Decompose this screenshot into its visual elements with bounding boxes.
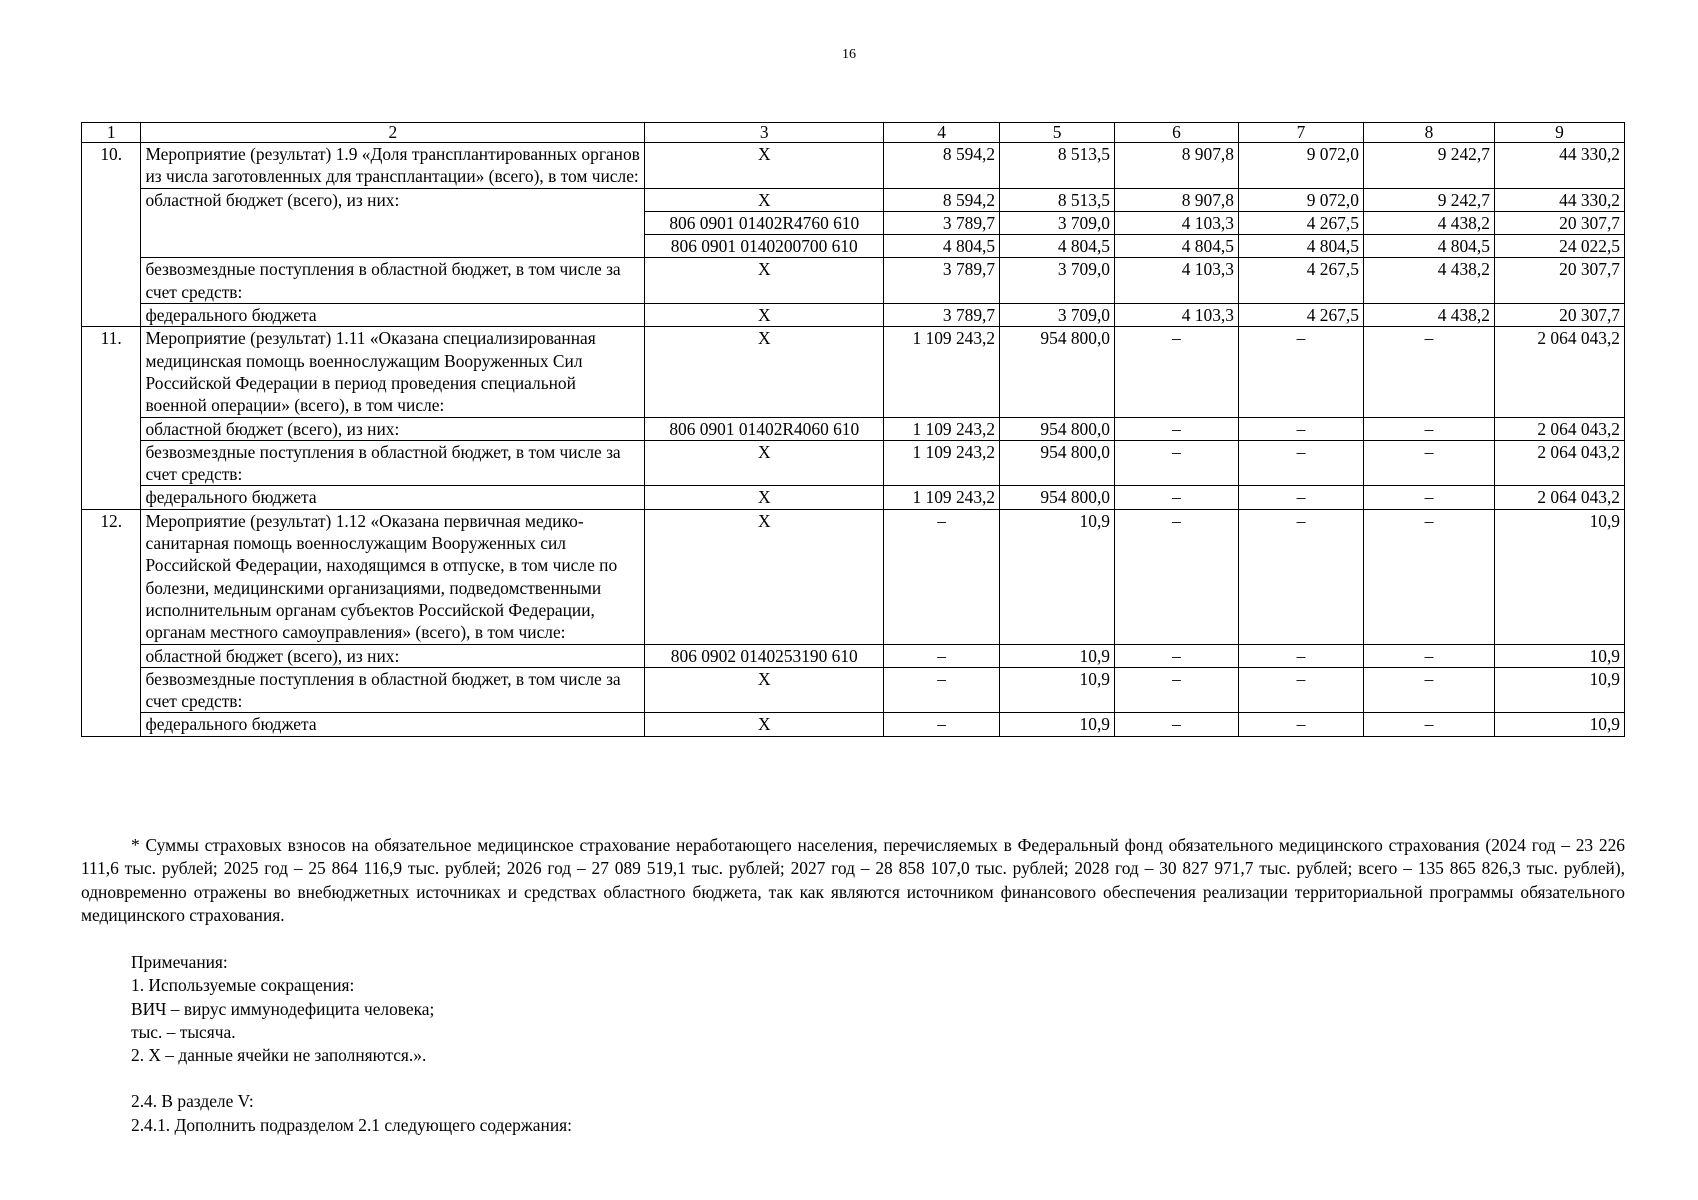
notes-title: Примечания: bbox=[131, 952, 228, 972]
amount-cell: – bbox=[1114, 713, 1238, 736]
page-number: 16 bbox=[842, 47, 856, 62]
table-body bbox=[82, 123, 1625, 737]
table-row bbox=[82, 486, 1625, 509]
header-cell: 5 bbox=[1000, 123, 1115, 143]
amount-cell: 954 800,0 bbox=[1000, 486, 1115, 509]
header-cell: 2 bbox=[141, 123, 645, 143]
amount-cell: 2 064 043,2 bbox=[1494, 486, 1624, 509]
amount-cell: 4 438,2 bbox=[1363, 304, 1494, 327]
amount-cell: 4 438,2 bbox=[1363, 258, 1494, 304]
amount-cell: 1 109 243,2 bbox=[884, 440, 1000, 486]
amount-cell: 24 022,5 bbox=[1494, 235, 1624, 258]
row-number-cell: 12. bbox=[82, 509, 141, 736]
amount-cell: – bbox=[1114, 509, 1238, 644]
table-row bbox=[82, 509, 1625, 644]
description-cell: федерального бюджета bbox=[141, 304, 645, 327]
amount-cell: 9 242,7 bbox=[1363, 143, 1494, 189]
budget-code-cell: Х bbox=[645, 713, 884, 736]
footnote: * Суммы страховых взносов на обязательное медицинское страхование неработающего населения, перечисляемых в Федеральный фонд обязательного медицинского страхования (2024 год – 23 226 111,6 тыс. рублей; 2025 год – 25 864 116,9 тыс. рублей; 2026 год – 27 089 519,1 тыс. рублей; 2027 год – 28 858 107,0 тыс. рублей; 2028 год – 30 827 971,7 тыс. рублей; всего – 135 865 826,3 тыс. рублей), одновременно отражены во внебюджетных источниках и средствах областного бюджета, так как являются источником финансового обеспечения реализации территориальной программы обязательного медицинского страхования. bbox=[81, 835, 1625, 925]
table-row bbox=[82, 417, 1625, 440]
header-cell: 7 bbox=[1238, 123, 1363, 143]
amount-cell: 44 330,2 bbox=[1494, 188, 1624, 211]
amount-cell: 10,9 bbox=[1000, 713, 1115, 736]
amount-cell: 954 800,0 bbox=[1000, 440, 1115, 486]
table-row bbox=[82, 713, 1625, 736]
description-cell: безвозмездные поступления в областной бюджет, в том числе за счет средств: bbox=[141, 440, 645, 486]
description-cell: областной бюджет (всего), из них: bbox=[141, 644, 645, 667]
table-row bbox=[82, 644, 1625, 667]
amount-cell: 20 307,7 bbox=[1494, 211, 1624, 234]
amount-cell: – bbox=[1363, 713, 1494, 736]
amount-cell: 954 800,0 bbox=[1000, 327, 1115, 417]
amount-cell: – bbox=[1363, 509, 1494, 644]
amount-cell: – bbox=[884, 509, 1000, 644]
amount-cell: 2 064 043,2 bbox=[1494, 417, 1624, 440]
budget-code-cell: Х bbox=[645, 327, 884, 417]
amount-cell: 8 594,2 bbox=[884, 143, 1000, 189]
amount-cell: 8 513,5 bbox=[1000, 143, 1115, 189]
description-cell: федерального бюджета bbox=[141, 713, 645, 736]
amount-cell: 8 594,2 bbox=[884, 188, 1000, 211]
amount-cell: – bbox=[884, 644, 1000, 667]
description-cell: безвозмездные поступления в областной бюджет, в том числе за счет средств: bbox=[141, 667, 645, 713]
table-row bbox=[82, 258, 1625, 304]
amount-cell: 1 109 243,2 bbox=[884, 417, 1000, 440]
amount-cell: 10,9 bbox=[1000, 667, 1115, 713]
amount-cell: 4 804,5 bbox=[1000, 235, 1115, 258]
amount-cell: – bbox=[1363, 644, 1494, 667]
description-cell: Мероприятие (результат) 1.9 «Доля трансплантированных органов из числа заготовленных для трансплантации» (всего), в том числе: bbox=[141, 143, 645, 189]
budget-table bbox=[81, 122, 1625, 737]
amount-cell: – bbox=[1363, 327, 1494, 417]
amount-cell: 10,9 bbox=[1494, 713, 1624, 736]
table-row bbox=[82, 143, 1625, 189]
amount-cell: 44 330,2 bbox=[1494, 143, 1624, 189]
amount-cell: 1 109 243,2 bbox=[884, 486, 1000, 509]
budget-code-cell: 806 0901 0140200700 610 bbox=[645, 235, 884, 258]
amount-cell: 8 907,8 bbox=[1114, 143, 1238, 189]
amount-cell: – bbox=[1238, 509, 1363, 644]
header-cell: 3 bbox=[645, 123, 884, 143]
row-number-cell: 11. bbox=[82, 327, 141, 509]
amount-cell: – bbox=[1114, 486, 1238, 509]
amount-cell: – bbox=[1114, 327, 1238, 417]
note-item: ВИЧ – вирус иммунодефицита человека; bbox=[131, 998, 435, 1019]
amount-cell: 4 267,5 bbox=[1238, 304, 1363, 327]
amount-cell: 954 800,0 bbox=[1000, 417, 1115, 440]
table-row bbox=[82, 440, 1625, 486]
budget-code-cell: Х bbox=[645, 188, 884, 211]
budget-code-cell: Х bbox=[645, 509, 884, 644]
table-header-row bbox=[82, 123, 1625, 143]
amount-cell: – bbox=[1363, 417, 1494, 440]
budget-code-cell: 806 0902 0140253190 610 bbox=[645, 644, 884, 667]
amount-cell: 20 307,7 bbox=[1494, 258, 1624, 304]
budget-code-cell: Х bbox=[645, 486, 884, 509]
amount-cell: – bbox=[1363, 486, 1494, 509]
description-cell: безвозмездные поступления в областной бюджет, в том числе за счет средств: bbox=[141, 258, 645, 304]
amount-cell: 9 072,0 bbox=[1238, 143, 1363, 189]
amount-cell: – bbox=[1363, 667, 1494, 713]
amount-cell: 8 513,5 bbox=[1000, 188, 1115, 211]
description-cell: Мероприятие (результат) 1.11 «Оказана специализированная медицинская помощь военнослужащим Вооруженных Сил Российской Федерации в период проведения специальной военной операции» (всего), в том числе: bbox=[141, 327, 645, 417]
amount-cell: – bbox=[1363, 440, 1494, 486]
amount-cell: 3 709,0 bbox=[1000, 258, 1115, 304]
amount-cell: 9 242,7 bbox=[1363, 188, 1494, 211]
amount-cell: – bbox=[1114, 644, 1238, 667]
amount-cell: 10,9 bbox=[1494, 509, 1624, 644]
description-cell: областной бюджет (всего), из них: bbox=[141, 188, 645, 258]
budget-code-cell: 806 0901 01402R4060 610 bbox=[645, 417, 884, 440]
amount-cell: 4 438,2 bbox=[1363, 211, 1494, 234]
section-heading: 2.4. В разделе V: bbox=[131, 1091, 254, 1112]
amount-cell: 10,9 bbox=[1000, 509, 1115, 644]
amount-cell: – bbox=[1238, 667, 1363, 713]
note-item: 2. Х – данные ячейки не заполняются.». bbox=[131, 1045, 427, 1066]
budget-code-cell: Х bbox=[645, 667, 884, 713]
note-item: 1. Используемые сокращения: bbox=[131, 975, 355, 996]
amount-cell: 4 267,5 bbox=[1238, 211, 1363, 234]
amount-cell: 3 789,7 bbox=[884, 211, 1000, 234]
amount-cell: 3 709,0 bbox=[1000, 304, 1115, 327]
table-row bbox=[82, 304, 1625, 327]
notes-block bbox=[131, 951, 572, 1137]
amount-cell: 9 072,0 bbox=[1238, 188, 1363, 211]
amount-cell: – bbox=[1238, 713, 1363, 736]
table-row bbox=[82, 667, 1625, 713]
description-cell: областной бюджет (всего), из них: bbox=[141, 417, 645, 440]
amount-cell: 4 804,5 bbox=[1114, 235, 1238, 258]
amount-cell: 10,9 bbox=[1000, 644, 1115, 667]
amount-cell: 4 267,5 bbox=[1238, 258, 1363, 304]
row-number-cell: 10. bbox=[82, 143, 141, 327]
amount-cell: 2 064 043,2 bbox=[1494, 440, 1624, 486]
section-item: 2.4.1. Дополнить подразделом 2.1 следующего содержания: bbox=[131, 1114, 572, 1135]
amount-cell: 4 804,5 bbox=[1363, 235, 1494, 258]
budget-code-cell: Х bbox=[645, 143, 884, 189]
amount-cell: 8 907,8 bbox=[1114, 188, 1238, 211]
header-cell: 4 bbox=[884, 123, 1000, 143]
amount-cell: – bbox=[1238, 417, 1363, 440]
amount-cell: 10,9 bbox=[1494, 667, 1624, 713]
amount-cell: 3 789,7 bbox=[884, 258, 1000, 304]
amount-cell: – bbox=[884, 713, 1000, 736]
header-cell: 9 bbox=[1494, 123, 1624, 143]
amount-cell: – bbox=[1238, 486, 1363, 509]
amount-cell: – bbox=[1114, 667, 1238, 713]
amount-cell: 4 804,5 bbox=[884, 235, 1000, 258]
amount-cell: 4 804,5 bbox=[1238, 235, 1363, 258]
table-row bbox=[82, 327, 1625, 417]
amount-cell: 4 103,3 bbox=[1114, 304, 1238, 327]
header-cell: 8 bbox=[1363, 123, 1494, 143]
table-row bbox=[82, 188, 1625, 211]
amount-cell: 4 103,3 bbox=[1114, 258, 1238, 304]
spacer bbox=[131, 1067, 572, 1090]
amount-cell: 3 709,0 bbox=[1000, 211, 1115, 234]
amount-cell: 20 307,7 bbox=[1494, 304, 1624, 327]
description-cell: Мероприятие (результат) 1.12 «Оказана первичная медико-санитарная помощь военнослужащим Вооруженных сил Российской Федерации, находящимся в отпуске, в том числе по болезни, медицинскими организациями, подведомственными исполнительным органам субъектов Российской Федерации, органам местного самоуправления» (всего), в том числе: bbox=[141, 509, 645, 644]
budget-code-cell: Х bbox=[645, 304, 884, 327]
budget-code-cell: Х bbox=[645, 258, 884, 304]
amount-cell: 1 109 243,2 bbox=[884, 327, 1000, 417]
description-cell: федерального бюджета bbox=[141, 486, 645, 509]
amount-cell: 3 789,7 bbox=[884, 304, 1000, 327]
amount-cell: – bbox=[1114, 417, 1238, 440]
amount-cell: 4 103,3 bbox=[1114, 211, 1238, 234]
header-cell: 1 bbox=[82, 123, 141, 143]
header-cell: 6 bbox=[1114, 123, 1238, 143]
budget-code-cell: 806 0901 01402R4760 610 bbox=[645, 211, 884, 234]
amount-cell: 2 064 043,2 bbox=[1494, 327, 1624, 417]
amount-cell: – bbox=[1238, 644, 1363, 667]
amount-cell: – bbox=[1238, 440, 1363, 486]
budget-code-cell: Х bbox=[645, 440, 884, 486]
amount-cell: 10,9 bbox=[1494, 644, 1624, 667]
amount-cell: – bbox=[1114, 440, 1238, 486]
amount-cell: – bbox=[1238, 327, 1363, 417]
amount-cell: – bbox=[884, 667, 1000, 713]
note-item: тыс. – тысяча. bbox=[131, 1021, 236, 1042]
